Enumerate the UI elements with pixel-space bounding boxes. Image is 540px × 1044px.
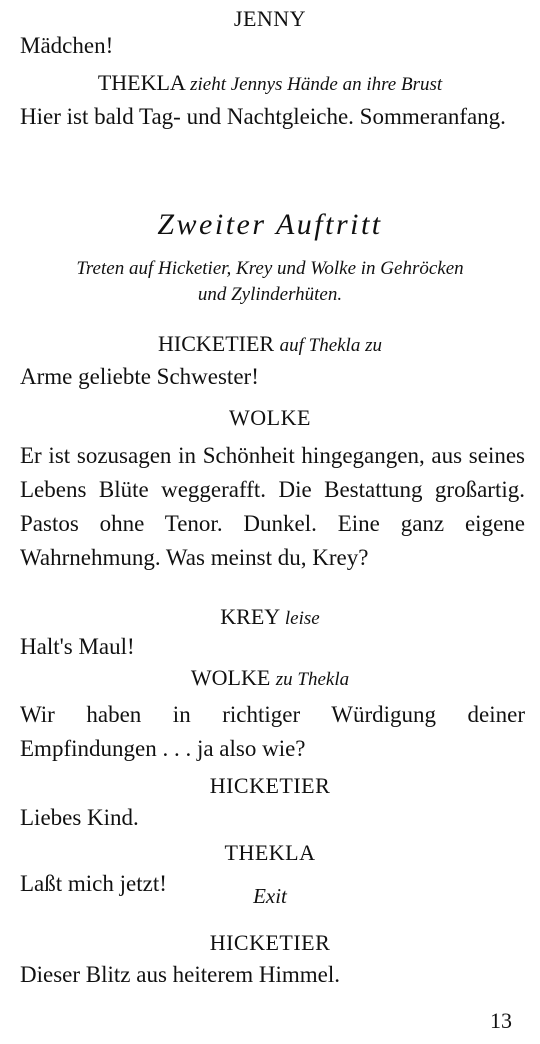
speaker-hicketier: HICKETIER xyxy=(209,773,331,798)
dialogue-line: Laßt mich jetzt! xyxy=(20,871,167,896)
stage-direction: leise xyxy=(284,608,320,629)
speaker-jenny: JENNY xyxy=(233,6,307,31)
speaker-name: WOLKE xyxy=(190,665,271,690)
scene-direction-line-1: Treten auf Hicketier, Krey und Wolke in Gehröcken xyxy=(76,258,464,279)
scene-title: Zweiter Auftritt xyxy=(157,208,383,241)
stage-direction: zieht Jennys Hände an ihre Brust xyxy=(190,74,443,95)
dialogue-line: Mädchen! xyxy=(20,33,114,58)
dialogue-line: Liebes Kind. xyxy=(20,805,139,830)
stage-direction: zu Thekla xyxy=(275,669,350,690)
stage-direction-exit: Exit xyxy=(253,884,287,908)
speaker-name: HICKETIER xyxy=(158,331,275,356)
stage-direction: auf Thekla zu xyxy=(279,335,382,356)
scene-direction-line-2: und Zylinderhüten. xyxy=(197,284,343,305)
dialogue-paragraph: Er ist sozusagen in Schönheit hingegangen, aus seines Lebens Blüte weggerafft. Die Bestattung großartig. Pastos ohne Tenor. Dunkel. Eine ganz eigene Wahrnehmung. Was meinst du, Krey? xyxy=(20,443,525,570)
dialogue-line: Arme geliebte Schwester! xyxy=(20,364,259,389)
speaker-krey-with-direction xyxy=(0,604,540,630)
speaker-thekla-with-direction xyxy=(0,70,540,96)
dialogue-paragraph: Wir haben in richtiger Würdigung deiner Empfindungen . . . ja also wie? xyxy=(20,702,525,761)
speaker-hicketier: HICKETIER xyxy=(209,930,331,955)
speaker-name: KREY xyxy=(220,604,280,629)
speaker-hicketier-with-direction xyxy=(0,331,540,357)
dialogue-line: Dieser Blitz aus heiterem Himmel. xyxy=(20,962,340,987)
speaker-name: THEKLA xyxy=(97,70,185,95)
speaker-thekla: THEKLA xyxy=(224,840,316,865)
dialogue-line: Halt's Maul! xyxy=(20,634,135,659)
speaker-wolke: WOLKE xyxy=(229,405,311,430)
page-number: 13 xyxy=(490,1008,512,1033)
speaker-wolke-with-direction xyxy=(0,665,540,691)
dialogue-paragraph: Hier ist bald Tag- und Nachtgleiche. Sommeranfang. xyxy=(20,104,506,129)
